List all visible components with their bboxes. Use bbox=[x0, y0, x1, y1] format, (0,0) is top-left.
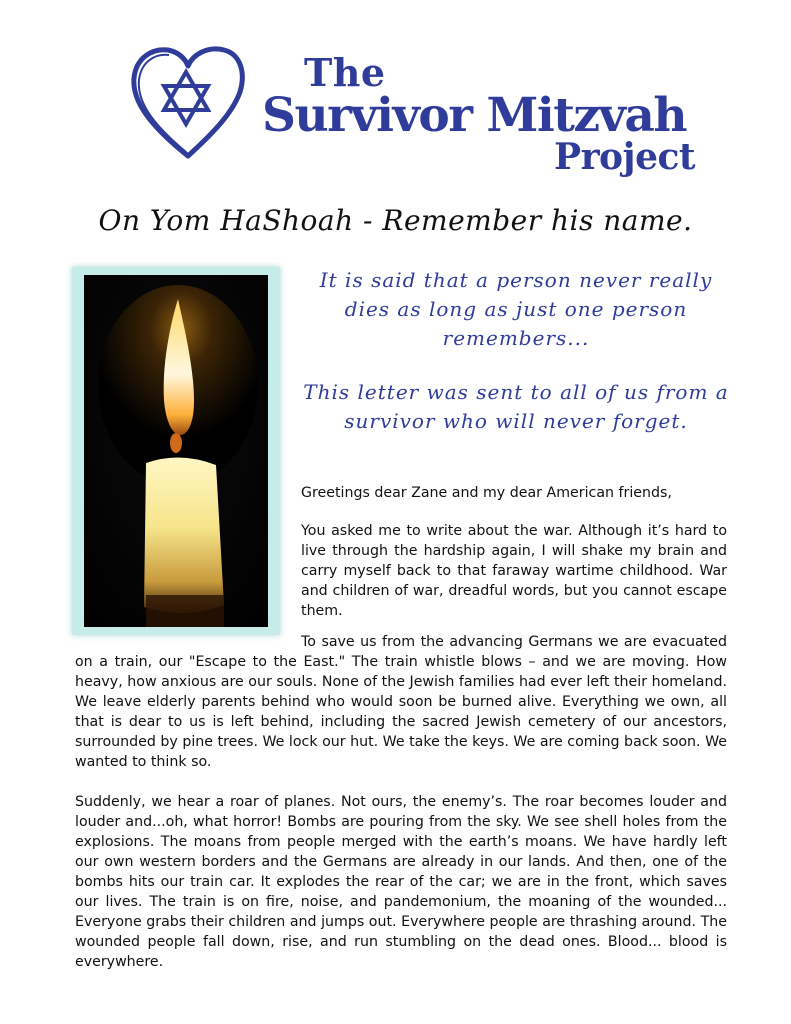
headline: On Yom HaShoah - Remember his name. bbox=[98, 204, 693, 237]
quote-part-2: This letter was sent to all of us from a survivor who will never forget. bbox=[303, 380, 729, 433]
letter-greeting: Greetings dear Zane and my dear American friends, bbox=[301, 485, 672, 501]
candle-image bbox=[72, 267, 280, 635]
logo-line-1: The bbox=[304, 50, 386, 95]
candle-icon bbox=[84, 275, 268, 627]
logo bbox=[128, 44, 696, 184]
logo-line-3: Project bbox=[554, 136, 696, 178]
heart-star-of-david-icon bbox=[128, 44, 248, 164]
logo-line-2: Survivor Mitzvah bbox=[262, 88, 687, 143]
quote-part-1: It is said that a person never really dies as long as just one person remembers... bbox=[319, 268, 713, 350]
letter-paragraph-1: You asked me to write about the war. Although it’s hard to live through the hardship again, I will shake my brain and carry myself back to that faraway wartime childhood. War and children of war, dreadful words, but you cannot escape them. bbox=[301, 523, 727, 619]
letter-paragraph-2: To save us from the advancing Germans we are evacuated on a train, our "Escape to the East." The train whistle blows – and we are moving. How heavy, how anxious are our souls. None of the Jewish families had ever left their homeland. We leave elderly parents behind who would soon be burned alive. Everything we own, all that is dear to us is left behind, including the sacred Jewish cemetery of our ancestors, surrounded by pine trees. We lock our hut. We take the keys. We are coming back soon. We wanted to think so. bbox=[75, 634, 727, 770]
letter-paragraph-3: Suddenly, we hear a roar of planes. Not ours, the enemy’s. The roar becomes louder and louder and...oh, what horror! Bombs are pouring from the sky. We see shell holes from the explosions. The moans from people merged with the earth’s moans. We have hardly left our own western borders and the Germans are already in our lands. And then, one of the bombs hits our train car. It explodes the rear of the car; we are in the front, which saves our lives. The train is on fire, noise, and pandemonium, the moaning of the wounded... Everyone grabs their children and jumps out. Everywhere people are thrashing around. The wounded people fall down, rise, and run stumbling on the dead ones. Blood... blood is everywhere. bbox=[75, 794, 727, 970]
